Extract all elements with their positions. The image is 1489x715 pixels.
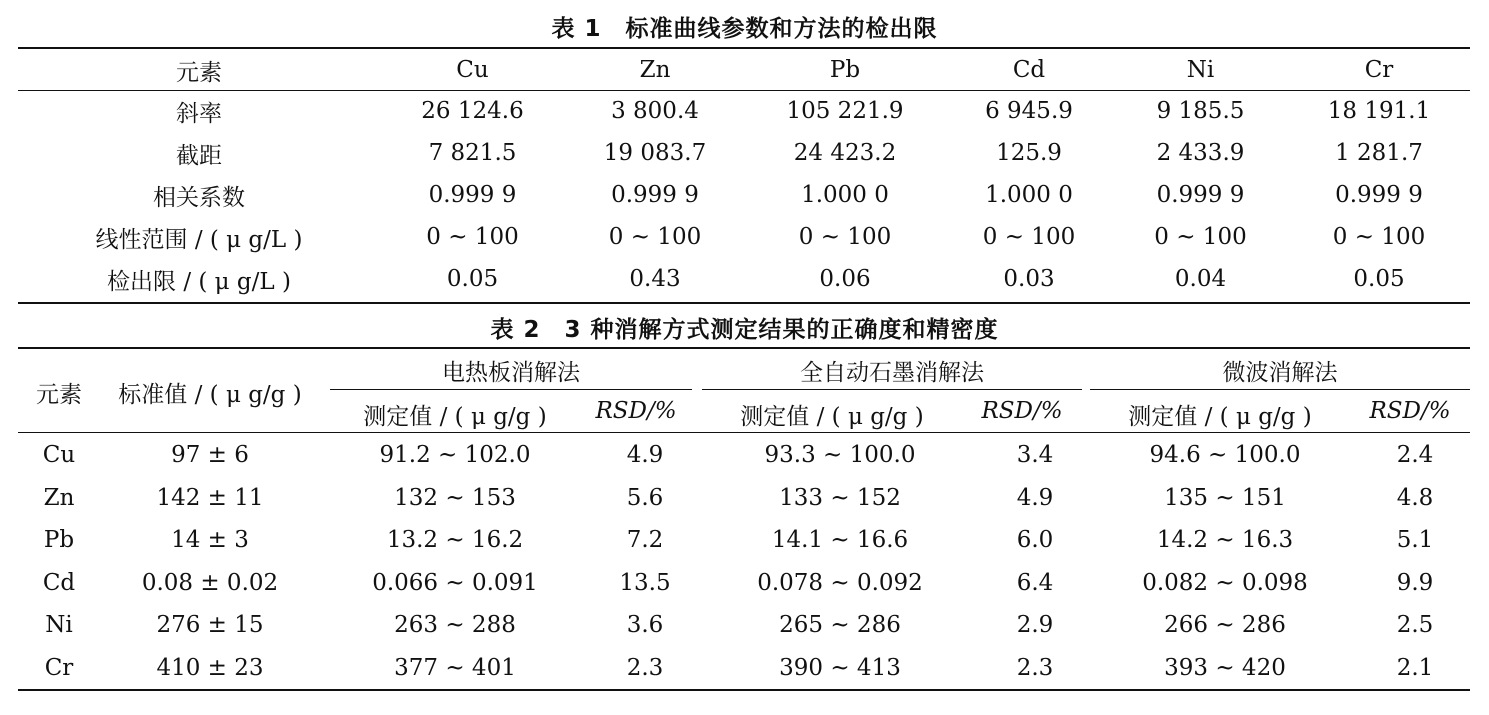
table1-top-rule xyxy=(18,47,1470,49)
table2-cell: 13.2 ~ 16.2 xyxy=(386,527,524,554)
table2-cell: Pb xyxy=(43,527,75,554)
table2-cell: 410 ± 23 xyxy=(156,654,264,681)
table1-cell: 0 ~ 100 xyxy=(1154,224,1247,250)
table2-subheader-measured: 测定值 / ( μ g/g ) xyxy=(363,404,547,430)
table2-cell: 0.066 ~ 0.091 xyxy=(372,569,538,596)
table2-cell: 390 ~ 413 xyxy=(779,654,901,681)
table2-subheader-rsd: RSD/% xyxy=(595,398,677,424)
table2-header-rule xyxy=(18,432,1470,433)
table1-cell: 线性范围 / ( μ g/L ) xyxy=(95,226,303,253)
table1-cell: 0.999 9 xyxy=(1156,182,1245,208)
table2-cell: 13.5 xyxy=(619,569,671,596)
table2-row xyxy=(18,647,1470,690)
table1-cell: 检出限 / ( μ g/L ) xyxy=(107,268,291,295)
table1-cell: 24 423.2 xyxy=(793,140,897,166)
table2-cell: 263 ~ 288 xyxy=(394,612,516,639)
table2-row xyxy=(18,434,1470,477)
table1-cell: 6 945.9 xyxy=(985,98,1073,124)
table2-cell: 132 ~ 153 xyxy=(394,484,516,511)
table1-bottom-rule xyxy=(18,302,1470,304)
table2-cell: 2.4 xyxy=(1396,442,1434,469)
table1-cell: 0.999 9 xyxy=(1335,182,1423,208)
table1-cell: 0 ~ 100 xyxy=(426,224,519,250)
table1-cell: 2 433.9 xyxy=(1156,140,1245,166)
table1-header-rule xyxy=(18,90,1470,91)
table2-cell: 14.1 ~ 16.6 xyxy=(771,527,909,554)
table2-row xyxy=(18,562,1470,605)
table1-cell: 0.999 9 xyxy=(611,182,699,208)
table2-cell: 0.08 ± 0.02 xyxy=(141,569,279,596)
table1-cell: 0 ~ 100 xyxy=(608,224,702,250)
table2-cell: 3.4 xyxy=(1016,442,1054,469)
table2-group-rule xyxy=(1090,389,1470,390)
table2-cell: 142 ± 11 xyxy=(156,484,264,511)
table1-cell: 0.05 xyxy=(1353,266,1405,292)
table2-cell: 14.2 ~ 16.3 xyxy=(1156,527,1294,554)
table2-cell: 4.9 xyxy=(626,442,664,469)
table1-row xyxy=(18,132,1470,174)
table1-cell: 7 821.5 xyxy=(428,140,517,166)
table1-cell: 0.03 xyxy=(1003,266,1055,292)
table2-cell: 7.2 xyxy=(626,527,664,554)
table2-cell: 2.9 xyxy=(1016,612,1054,639)
table2-cell: Zn xyxy=(43,484,75,511)
table2-cell: 135 ~ 151 xyxy=(1164,484,1286,511)
table2-cell: 2.5 xyxy=(1396,612,1434,639)
table1-cell: 1.000 0 xyxy=(985,182,1073,208)
table2-cell: 276 ± 15 xyxy=(156,612,264,639)
table1-cell: 0 ~ 100 xyxy=(1332,224,1426,250)
table2-group-rule xyxy=(330,389,692,390)
table1-cell: 0 ~ 100 xyxy=(798,224,892,250)
table2-cell: 91.2 ~ 102.0 xyxy=(379,442,531,469)
table2-cell: 14 ± 3 xyxy=(171,527,249,554)
table2-subheader-rsd: RSD/% xyxy=(1369,398,1451,424)
table2-cell: 0.078 ~ 0.092 xyxy=(757,569,923,596)
table1-cell: 3 800.4 xyxy=(611,98,699,124)
table2-cell: Cr xyxy=(44,654,74,681)
table1-row xyxy=(18,216,1470,258)
table2-cell: 93.3 ~ 100.0 xyxy=(764,442,916,469)
table1-cell: 相关系数 xyxy=(153,184,245,211)
table2-cell: 266 ~ 286 xyxy=(1164,612,1286,639)
table2-cell: 5.6 xyxy=(626,484,664,511)
table2-row xyxy=(18,519,1470,562)
table1-cell: 斜率 xyxy=(176,100,222,127)
table2-cell: 9.9 xyxy=(1396,569,1434,596)
table2-cell: 4.8 xyxy=(1396,484,1434,511)
table1-header-cell: 元素 xyxy=(176,59,222,86)
table2-cell: 4.9 xyxy=(1016,484,1054,511)
table2-cell: Ni xyxy=(45,612,73,639)
table2-caption: 表 2 3 种消解方式测定结果的正确度和精密度 xyxy=(490,317,999,343)
table2-bottom-rule xyxy=(18,689,1470,691)
table1-cell: 0.06 xyxy=(819,266,871,292)
table1-header-cell: Cu xyxy=(456,57,489,83)
table2-cell: 2.1 xyxy=(1396,654,1434,681)
table2-subheader-measured: 测定值 / ( μ g/g ) xyxy=(740,404,924,430)
table1-cell: 125.9 xyxy=(996,140,1062,166)
table2-row xyxy=(18,477,1470,520)
table2-cell: Cd xyxy=(42,569,76,596)
table2-cell: 97 ± 6 xyxy=(171,442,249,469)
table1 xyxy=(18,50,1470,300)
table2-cell: 2.3 xyxy=(1016,654,1054,681)
table2-cell: 94.6 ~ 100.0 xyxy=(1149,442,1301,469)
table1-cell: 1.000 0 xyxy=(801,182,889,208)
table2-group-rule xyxy=(702,389,1082,390)
table1-cell: 0.04 xyxy=(1174,266,1227,292)
table1-cell: 截距 xyxy=(176,142,222,169)
table1-header-cell: Cd xyxy=(1012,57,1046,83)
table1-cell: 0.05 xyxy=(446,266,499,292)
table2-row xyxy=(18,604,1470,647)
table1-row xyxy=(18,90,1470,132)
table1-cell: 19 083.7 xyxy=(603,140,707,166)
table2-cell: 133 ~ 152 xyxy=(779,484,901,511)
table1-cell: 1 281.7 xyxy=(1335,140,1423,166)
table2-cell: 3.6 xyxy=(626,612,664,639)
table1-cell: 0 ~ 100 xyxy=(982,224,1076,250)
table2-header-standard: 标准值 / ( μ g/g ) xyxy=(118,382,302,408)
table1-header-cell: Cr xyxy=(1364,57,1394,83)
table2-cell: 377 ~ 401 xyxy=(394,654,516,681)
table2-cell: 0.082 ~ 0.098 xyxy=(1142,569,1308,596)
table2-cell: 2.3 xyxy=(626,654,664,681)
table1-cell: 18 191.1 xyxy=(1327,98,1431,124)
table2-cell: 6.0 xyxy=(1016,527,1054,554)
table2-top-rule xyxy=(18,347,1470,349)
table2-cell: 265 ~ 286 xyxy=(779,612,901,639)
table2-cell: 6.4 xyxy=(1016,569,1054,596)
table2-subheader-rsd: RSD/% xyxy=(981,398,1063,424)
table1-cell: 9 185.5 xyxy=(1156,98,1245,124)
table1-cell: 0.43 xyxy=(629,266,681,292)
table2-group-hotplate: 电热板消解法 xyxy=(442,360,580,386)
table1-header-cell: Zn xyxy=(639,57,671,83)
table2-cell: 393 ~ 420 xyxy=(1164,654,1286,681)
table1-caption: 表 1 标准曲线参数和方法的检出限 xyxy=(551,16,938,42)
table2-cell: 5.1 xyxy=(1396,527,1434,554)
table2-subheader-measured: 测定值 / ( μ g/g ) xyxy=(1128,404,1312,430)
table1-header-cell: Pb xyxy=(829,57,861,83)
table2-cell: Cu xyxy=(42,442,76,469)
table1-header-row xyxy=(18,50,1470,90)
table1-row xyxy=(18,174,1470,216)
table1-cell: 0.999 9 xyxy=(428,182,517,208)
table2 xyxy=(18,434,1470,689)
table1-cell: 26 124.6 xyxy=(421,98,524,124)
table2-header-element: 元素 xyxy=(36,382,82,408)
table1-cell: 105 221.9 xyxy=(786,98,904,124)
table1-header-cell: Ni xyxy=(1186,57,1215,83)
table2-group-microwave: 微波消解法 xyxy=(1222,360,1338,386)
table2-group-graphite: 全自动石墨消解法 xyxy=(800,360,984,386)
table1-row xyxy=(18,258,1470,300)
